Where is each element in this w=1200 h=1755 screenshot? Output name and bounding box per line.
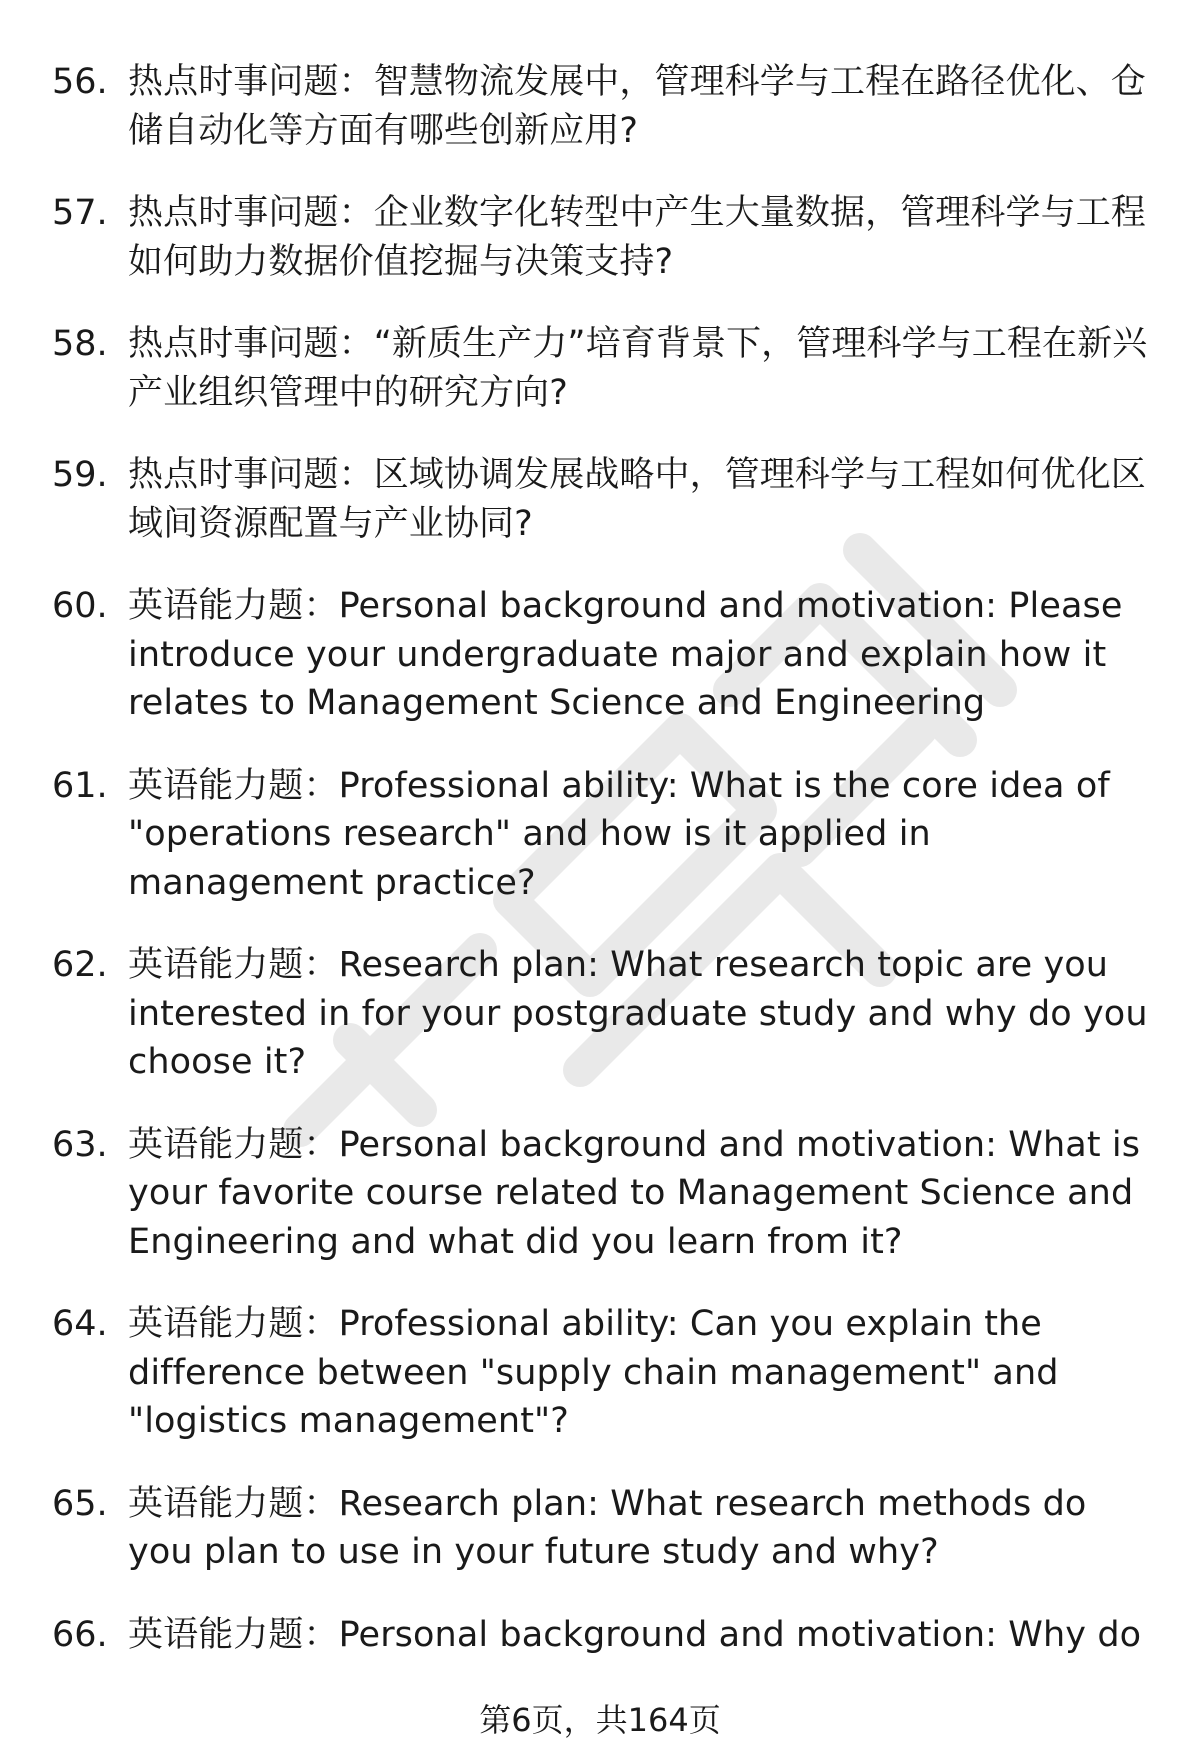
question-text: 热点时事问题：企业数字化转型中产生大量数据，管理科学与工程如何助力数据价值挖掘与决策支持? bbox=[128, 193, 1146, 282]
question-item-62 bbox=[52, 941, 1162, 1087]
question-number: 56. bbox=[52, 62, 108, 102]
question-number: 64. bbox=[52, 1304, 108, 1344]
question-text: 英语能力题：Personal background and motivation: Why do bbox=[128, 1614, 1142, 1655]
question-number: 57. bbox=[52, 193, 108, 233]
question-item-64 bbox=[52, 1300, 1162, 1446]
question-item-63 bbox=[52, 1121, 1162, 1267]
question-number: 66. bbox=[52, 1614, 108, 1655]
question-number: 60. bbox=[52, 586, 108, 626]
question-text: 英语能力题：Research plan: What research methods do you plan to use in your future study and why? bbox=[128, 1483, 1087, 1572]
question-number: 58. bbox=[52, 324, 108, 364]
question-text: 热点时事问题：智慧物流发展中，管理科学与工程在路径优化、仓储自动化等方面有哪些创新应用? bbox=[128, 62, 1146, 151]
question-text: 英语能力题：Personal background and motivation: What is your favorite course related to Management Science and Engineering and what did you learn from it? bbox=[128, 1124, 1141, 1262]
question-number: 62. bbox=[52, 945, 108, 985]
question-item-66 bbox=[52, 1611, 1162, 1660]
question-list bbox=[52, 58, 1162, 1693]
question-item-65 bbox=[52, 1480, 1162, 1577]
question-number: 59. bbox=[52, 455, 108, 495]
question-item-56 bbox=[52, 58, 1162, 155]
question-text: 英语能力题：Professional ability: Can you explain the difference between "supply chain management" and "logistics management"? bbox=[128, 1304, 1059, 1441]
question-item-58 bbox=[52, 320, 1162, 417]
page-footer: 第6页，共164页 bbox=[479, 1701, 721, 1739]
question-text: 英语能力题：Personal background and motivation: Please introduce your undergraduate major and explain how it relates to Management Science and Engineering bbox=[128, 586, 1123, 723]
question-number: 65. bbox=[52, 1483, 108, 1524]
question-item-60 bbox=[52, 582, 1162, 728]
question-item-57 bbox=[52, 189, 1162, 286]
question-text: 热点时事问题：“新质生产力”培育背景下，管理科学与工程在新兴产业组织管理中的研究方向? bbox=[128, 324, 1148, 413]
question-item-59 bbox=[52, 451, 1162, 548]
question-text: 英语能力题：Research plan: What research topic are you interested in for your postgraduate study and why do you choose it? bbox=[128, 945, 1148, 1082]
question-number: 61. bbox=[52, 765, 108, 806]
question-text: 热点时事问题：区域协调发展战略中，管理科学与工程如何优化区域间资源配置与产业协同? bbox=[128, 455, 1146, 544]
question-item-61 bbox=[52, 762, 1162, 908]
question-text: 英语能力题：Professional ability: What is the core idea of "operations research" and how is it applied in management practice? bbox=[128, 765, 1110, 903]
question-number: 63. bbox=[52, 1124, 108, 1165]
